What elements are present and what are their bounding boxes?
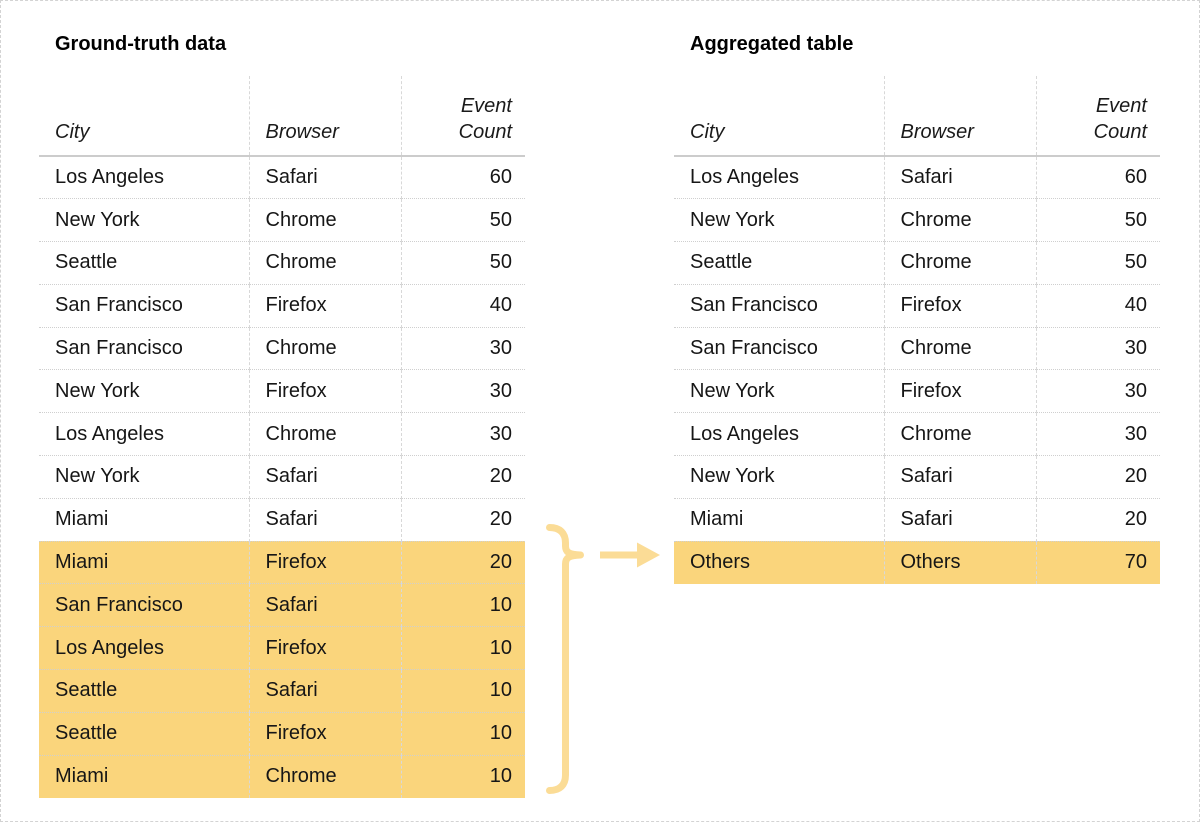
cell-browser: Firefox — [249, 541, 401, 584]
column-header-city: City — [39, 76, 249, 156]
table-row — [39, 584, 525, 627]
cell-city: New York — [39, 370, 249, 413]
cell-browser: Firefox — [249, 284, 401, 327]
cell-count: 50 — [401, 199, 525, 242]
cell-count: 20 — [401, 498, 525, 541]
table-row — [674, 413, 1160, 456]
cell-count: 30 — [401, 370, 525, 413]
cell-browser: Safari — [884, 456, 1036, 499]
table-row — [39, 627, 525, 670]
table-row — [39, 670, 525, 713]
cell-browser: Others — [884, 541, 1036, 584]
cell-count: 40 — [1036, 284, 1160, 327]
header-row — [674, 76, 1160, 156]
table-row — [674, 327, 1160, 370]
cell-city: Los Angeles — [674, 156, 884, 199]
cell-count: 60 — [1036, 156, 1160, 199]
column-header-browser: Browser — [884, 76, 1036, 156]
cell-browser: Safari — [249, 670, 401, 713]
column-header-city: City — [674, 76, 884, 156]
cell-count: 10 — [401, 584, 525, 627]
cell-city: San Francisco — [39, 327, 249, 370]
table-row — [39, 541, 525, 584]
table-row — [674, 370, 1160, 413]
cell-browser: Safari — [249, 156, 401, 199]
cell-count: 10 — [401, 670, 525, 713]
cell-browser: Chrome — [249, 199, 401, 242]
cell-city: New York — [674, 370, 884, 413]
column-header-event-count: Event Count — [1036, 76, 1160, 156]
cell-browser: Chrome — [884, 413, 1036, 456]
cell-browser: Chrome — [249, 327, 401, 370]
cell-count: 10 — [401, 755, 525, 798]
cell-count: 10 — [401, 627, 525, 670]
cell-count: 50 — [401, 242, 525, 285]
column-header-event-count: Event Count — [401, 76, 525, 156]
cell-city: Miami — [39, 498, 249, 541]
cell-city: Miami — [39, 755, 249, 798]
table-row — [39, 284, 525, 327]
table-row — [674, 199, 1160, 242]
table-row — [39, 199, 525, 242]
cell-browser: Chrome — [249, 413, 401, 456]
table-row — [39, 456, 525, 499]
table-row — [39, 498, 525, 541]
cell-city: New York — [39, 199, 249, 242]
table-row — [39, 413, 525, 456]
cell-count: 30 — [401, 327, 525, 370]
cell-city: New York — [674, 199, 884, 242]
table-row — [39, 370, 525, 413]
ground-truth-table-block — [39, 33, 525, 798]
cell-browser: Chrome — [884, 327, 1036, 370]
cell-count: 20 — [1036, 498, 1160, 541]
cell-browser: Safari — [249, 584, 401, 627]
table-row — [674, 242, 1160, 285]
cell-browser: Firefox — [249, 370, 401, 413]
cell-city: Seattle — [39, 670, 249, 713]
cell-city: New York — [674, 456, 884, 499]
table-row — [674, 284, 1160, 327]
cell-city: Los Angeles — [674, 413, 884, 456]
table-row — [674, 498, 1160, 541]
cell-count: 10 — [401, 712, 525, 755]
left-table-title: Ground-truth data — [55, 33, 227, 55]
right-table-title: Aggregated table — [690, 33, 854, 55]
cell-browser: Chrome — [884, 242, 1036, 285]
cell-browser: Firefox — [884, 370, 1036, 413]
cell-browser: Chrome — [249, 755, 401, 798]
table-row — [674, 456, 1160, 499]
cell-city: Los Angeles — [39, 156, 249, 199]
curly-brace-icon — [550, 528, 581, 791]
cell-browser: Safari — [249, 498, 401, 541]
cell-count: 30 — [1036, 327, 1160, 370]
table-row — [674, 156, 1160, 199]
cell-browser: Safari — [249, 456, 401, 499]
column-header-browser: Browser — [249, 76, 401, 156]
cell-city: Miami — [39, 541, 249, 584]
cell-browser: Safari — [884, 156, 1036, 199]
cell-city: Seattle — [39, 242, 249, 285]
aggregated-table — [674, 76, 1160, 584]
cell-count: 40 — [401, 284, 525, 327]
table-row — [674, 541, 1160, 584]
cell-count: 50 — [1036, 199, 1160, 242]
cell-city: Miami — [674, 498, 884, 541]
cell-count: 70 — [1036, 541, 1160, 584]
cell-browser: Firefox — [249, 627, 401, 670]
cell-count: 20 — [1036, 456, 1160, 499]
cell-city: San Francisco — [39, 284, 249, 327]
cell-count: 60 — [401, 156, 525, 199]
aggregated-table-block — [674, 33, 1160, 584]
right-arrow-icon — [600, 543, 660, 568]
cell-city: Los Angeles — [39, 627, 249, 670]
cell-browser: Chrome — [884, 199, 1036, 242]
cell-count: 30 — [401, 413, 525, 456]
cell-count: 30 — [1036, 370, 1160, 413]
cell-count: 50 — [1036, 242, 1160, 285]
header-row — [39, 76, 525, 156]
table-row — [39, 327, 525, 370]
cell-browser: Firefox — [884, 284, 1036, 327]
cell-browser: Safari — [884, 498, 1036, 541]
cell-city: Seattle — [674, 242, 884, 285]
cell-browser: Firefox — [249, 712, 401, 755]
cell-count: 30 — [1036, 413, 1160, 456]
cell-city: Los Angeles — [39, 413, 249, 456]
cell-city: New York — [39, 456, 249, 499]
table-row — [39, 755, 525, 798]
cell-count: 20 — [401, 541, 525, 584]
ground-truth-table — [39, 76, 525, 798]
table-row — [39, 712, 525, 755]
cell-city: San Francisco — [674, 284, 884, 327]
cell-city: San Francisco — [674, 327, 884, 370]
cell-city: San Francisco — [39, 584, 249, 627]
cell-count: 20 — [401, 456, 525, 499]
table-row — [39, 242, 525, 285]
table-row — [39, 156, 525, 199]
cell-city: Seattle — [39, 712, 249, 755]
cell-browser: Chrome — [249, 242, 401, 285]
cell-city: Others — [674, 541, 884, 584]
